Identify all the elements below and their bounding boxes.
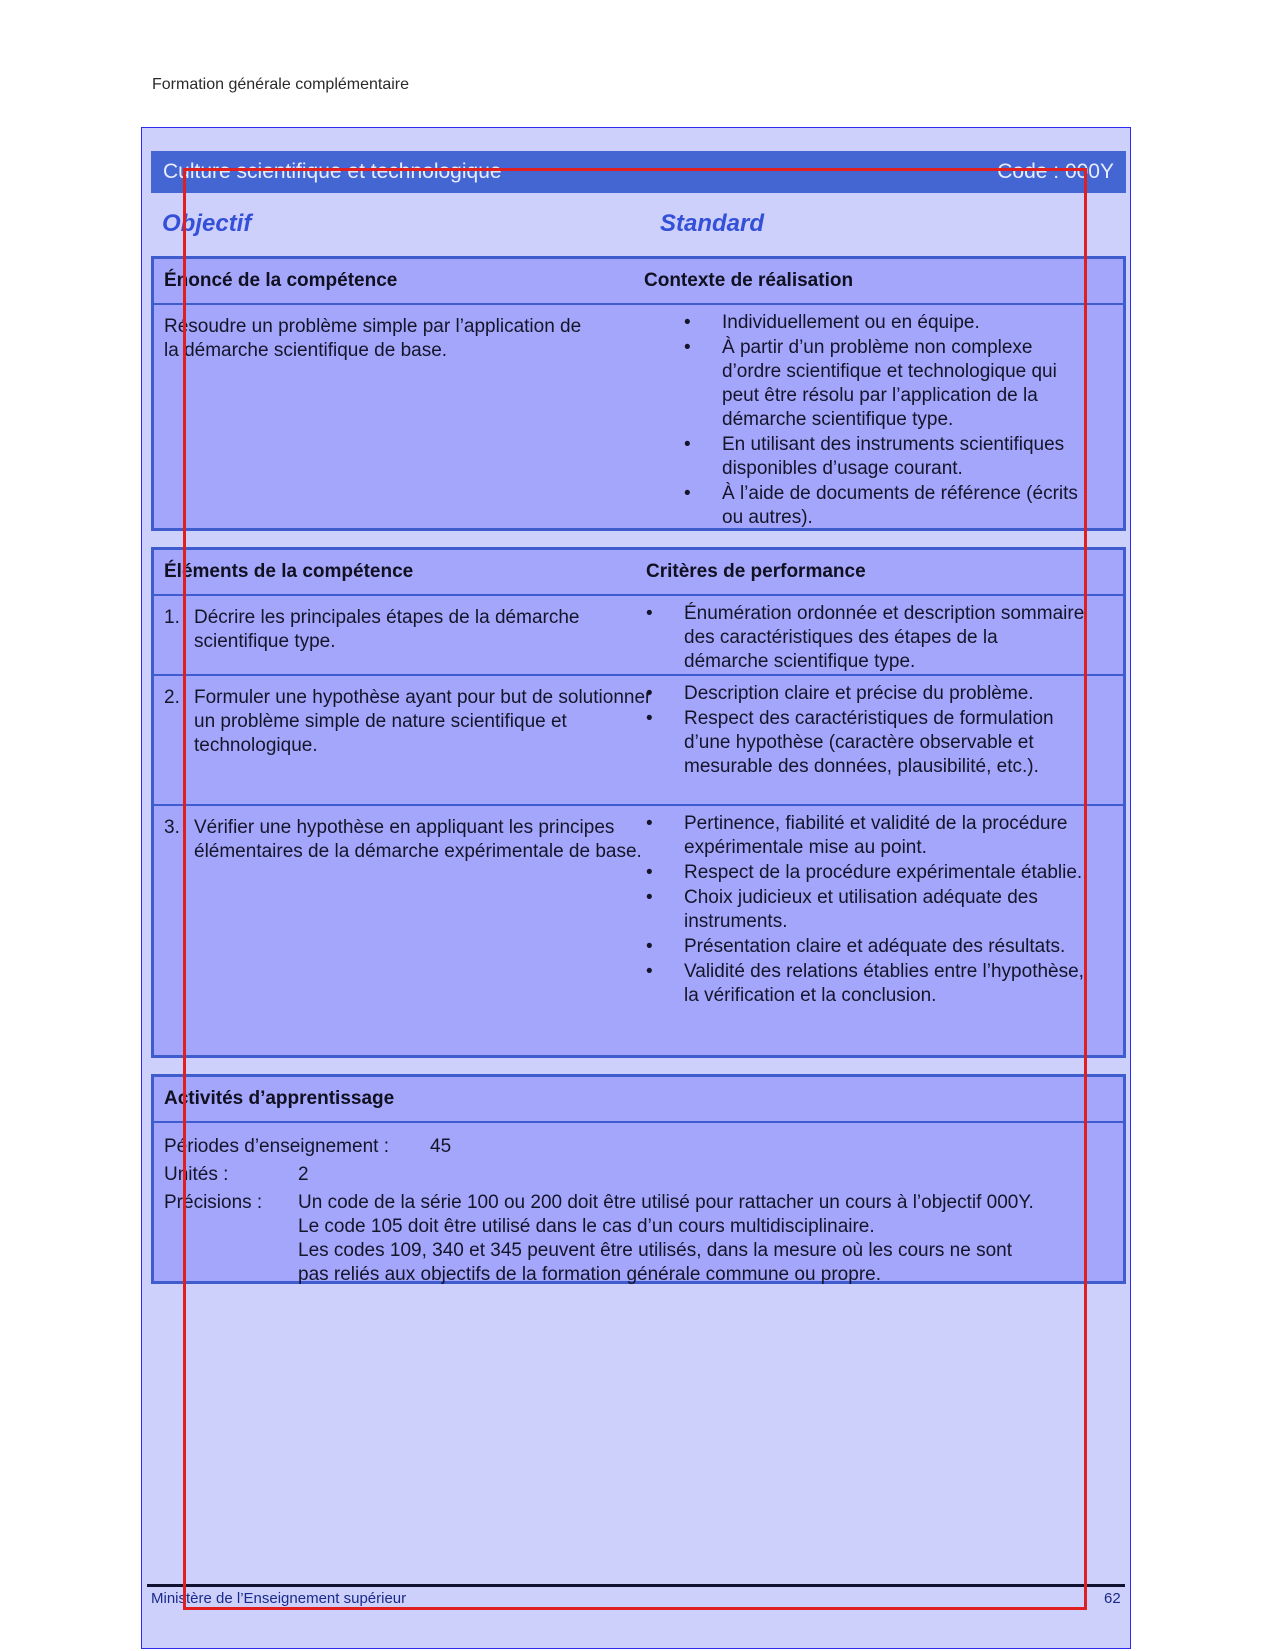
element-row <box>154 674 1123 804</box>
elements-box <box>151 547 1126 1058</box>
competence-statement <box>164 315 634 363</box>
competence-header <box>154 259 1123 305</box>
periods-label: Périodes d’enseignement : <box>164 1136 389 1157</box>
context-item: • À l’aide de documents de référence (écrits ou autres). <box>684 482 1084 530</box>
context-item: • À partir d’un problème non complexe d’ordre scientifique et technologique qui peut être résolu par l’application de la démarche scientifique type. <box>684 336 1084 432</box>
precision-line: Un code de la série 100 ou 200 doit être utilisé pour rattacher un cours à l’objectif 000Y. <box>298 1192 1034 1213</box>
precisions-label: Précisions : <box>164 1192 263 1213</box>
element-number: 3. <box>164 817 180 838</box>
competence-heading: Énoncé de la compétence <box>164 270 398 291</box>
element-text: Formuler une hypothèse ayant pour but de solutionner un problème simple de nature scientifique et technologique. <box>194 687 652 756</box>
objectif-label: Objectif <box>162 210 252 237</box>
statement-line: la démarche scientifique de base. <box>164 340 448 361</box>
standard-label: Standard <box>660 210 765 237</box>
criterion-item: • Respect des caractéristiques de formulation d’une hypothèse (caractère observable et mesurable des données, plausibilité, etc.). <box>646 707 1086 779</box>
page-number: 62 <box>1104 1590 1121 1607</box>
competence-box <box>151 256 1126 531</box>
criterion-item: • Énumération ordonnée et description sommaire des caractéristiques des étapes de la démarche scientifique type. <box>646 602 1086 674</box>
criteria-list <box>646 682 1086 780</box>
criterion-item: • Présentation claire et adéquate des résultats. <box>646 935 1086 959</box>
activities-heading: Activités d’apprentissage <box>164 1088 395 1109</box>
precisions-text <box>298 1191 1108 1287</box>
footer-divider <box>147 1584 1125 1587</box>
context-item: • En utilisant des instruments scientifiques disponibles d’usage courant. <box>684 433 1084 481</box>
criterion-item: • Description claire et précise du problème. <box>646 682 1086 706</box>
element-text: Décrire les principales étapes de la démarche scientifique type. <box>194 607 580 652</box>
criterion-item: • Pertinence, fiabilité et validité de la procédure expérimentale mise au point. <box>646 812 1086 860</box>
activities-box <box>151 1074 1126 1284</box>
units-label: Unités : <box>164 1164 229 1185</box>
course-code: Code : 000Y <box>997 160 1114 183</box>
precision-line: Les codes 109, 340 et 345 peuvent être utilisés, dans la mesure où les cours ne sont <box>298 1240 1013 1261</box>
criterion-item: • Validité des relations établies entre l’hypothèse, la vérification et la conclusion. <box>646 960 1086 1008</box>
precision-line: Le code 105 doit être utilisé dans le cas d’un cours multidisciplinaire. <box>298 1216 875 1237</box>
units-value: 2 <box>298 1164 309 1185</box>
precision-line: pas reliés aux objectifs de la formation générale commune ou propre. <box>298 1264 881 1285</box>
elements-heading: Éléments de la compétence <box>164 561 414 582</box>
context-list <box>684 311 1084 531</box>
criteria-list <box>646 812 1086 1009</box>
context-heading: Contexte de réalisation <box>644 270 854 291</box>
criteria-list <box>646 602 1086 675</box>
title-bar <box>151 151 1126 193</box>
elements-header <box>154 550 1123 596</box>
element-row <box>154 804 1123 1058</box>
context-item: • Individuellement ou en équipe. <box>684 311 1084 335</box>
footer-ministry: Ministère de l’Enseignement supérieur <box>151 1590 407 1607</box>
criteria-heading: Critères de performance <box>646 561 866 582</box>
criterion-item: • Respect de la procédure expérimentale établie. <box>646 861 1086 885</box>
document-header-note: Formation générale complémentaire <box>152 76 410 93</box>
course-title: Culture scientifique et technologique <box>163 160 502 183</box>
criterion-item: • Choix judicieux et utilisation adéquate des instruments. <box>646 886 1086 934</box>
element-text: Vérifier une hypothèse en appliquant les principes élémentaires de la démarche expérimentale de base. <box>194 817 642 862</box>
element-number: 1. <box>164 607 180 628</box>
periods-value: 45 <box>430 1136 452 1157</box>
statement-line: Résoudre un problème simple par l’application de <box>164 316 582 337</box>
activities-header <box>154 1077 1123 1123</box>
element-number: 2. <box>164 687 180 708</box>
element-row <box>154 594 1123 674</box>
